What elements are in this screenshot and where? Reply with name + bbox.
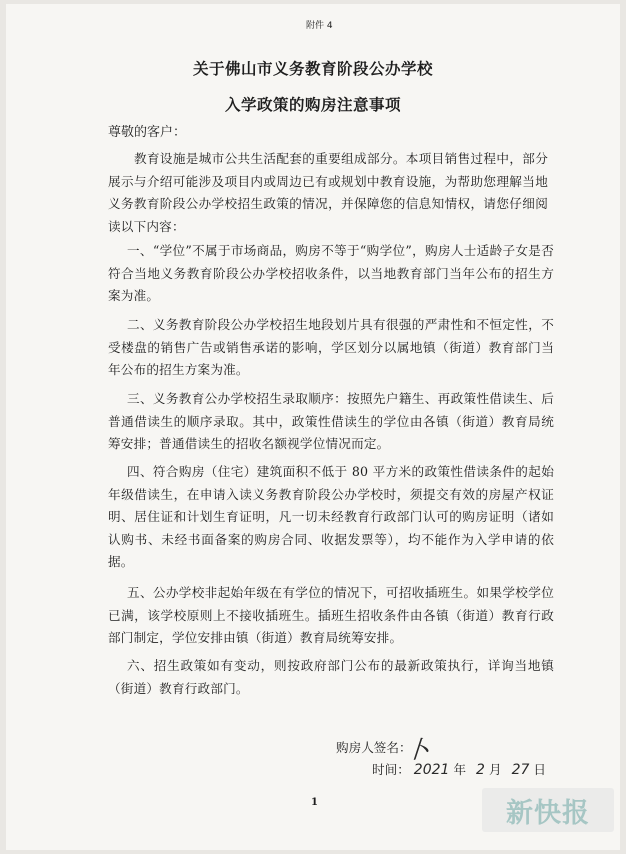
watermark-logo xyxy=(482,788,614,832)
policy-item-5: 五、公办学校非起始年级在有学位的情况下，可招收插班生。如果学校学位已满，该学校原则上不接收插班生。插班生招收条件由各镇（街道）教育行政部门制定，学位安排由镇（街道）教育局统筹安排。 xyxy=(108,585,554,645)
date-day-unit: 日 xyxy=(533,762,546,777)
policy-item-1: 一、“学位”不属于市场商品，购房不等于“购学位”，购房人士适龄子女是否符合当地义务教育阶段公办学校招收条件，以当地教育部门当年公布的招生方案为准。 xyxy=(108,243,554,303)
document-page xyxy=(6,4,620,850)
handwritten-signature: 卜 xyxy=(402,736,436,764)
signature-label: 购房人签名： xyxy=(336,740,412,755)
title-line-2: 入学政策的购房注意事项 xyxy=(224,95,401,114)
page-number: 1 xyxy=(311,797,318,808)
intro-paragraph: 教育设施是城市公共生活配套的重要组成部分。本项目销售过程中，部分展示与介绍可能涉及项目内或周边已有或规划中教育设施，为帮助您理解当地义务教育阶段公办学校招生政策的情况，并保障您的信息知情权，请您仔细阅读以下内容： xyxy=(108,151,548,234)
policy-item-3: 三、义务教育公办学校招生录取顺序：按照先户籍生、再政策性借读生、后普通借读生的顺序录取。其中，政策性借读生的学位由各镇（街道）教育局统筹安排；普通借读生的招收名额视学位情况而定。 xyxy=(108,391,554,451)
date-row xyxy=(372,759,552,778)
date-day: 27 xyxy=(511,762,530,778)
policy-item-4: 四、符合购房（住宅）建筑面积不低于 80 平方米的政策性借读条件的起始年级借读生，在申请入读义务教育阶段公办学校时，须提交有效的房屋产权证明、居住证和计划生育证明，凡一切未经教育行政部门认可的购房证明（诸如认购书、未经书面备案的购房合同、收据发票等），均不能作为入学申请的依据。 xyxy=(108,464,554,569)
date-year: 2021 xyxy=(413,762,450,778)
date-month: 2 xyxy=(476,762,485,778)
policy-item-6: 六、招生政策如有变动，则按政府部门公布的最新政策执行，详询当地镇（街道）教育行政部门。 xyxy=(108,658,554,696)
attachment-label: 附件 4 xyxy=(306,21,333,31)
salutation: 尊敬的客户： xyxy=(108,125,187,140)
watermark-text: 新快报 xyxy=(506,797,590,829)
date-year-unit: 年 xyxy=(453,762,467,777)
date-month-unit: 月 xyxy=(488,762,502,777)
policy-item-2: 二、义务教育阶段公办学校招生地段划片具有很强的严肃性和不恒定性，不受楼盘的销售广告或销售承诺的影响，学区划分以属地镇（街道）教育部门当年公布的招生方案为准。 xyxy=(108,317,554,377)
title-line-1: 关于佛山市义务教育阶段公办学校 xyxy=(192,59,433,78)
date-label: 时间： xyxy=(372,762,410,777)
